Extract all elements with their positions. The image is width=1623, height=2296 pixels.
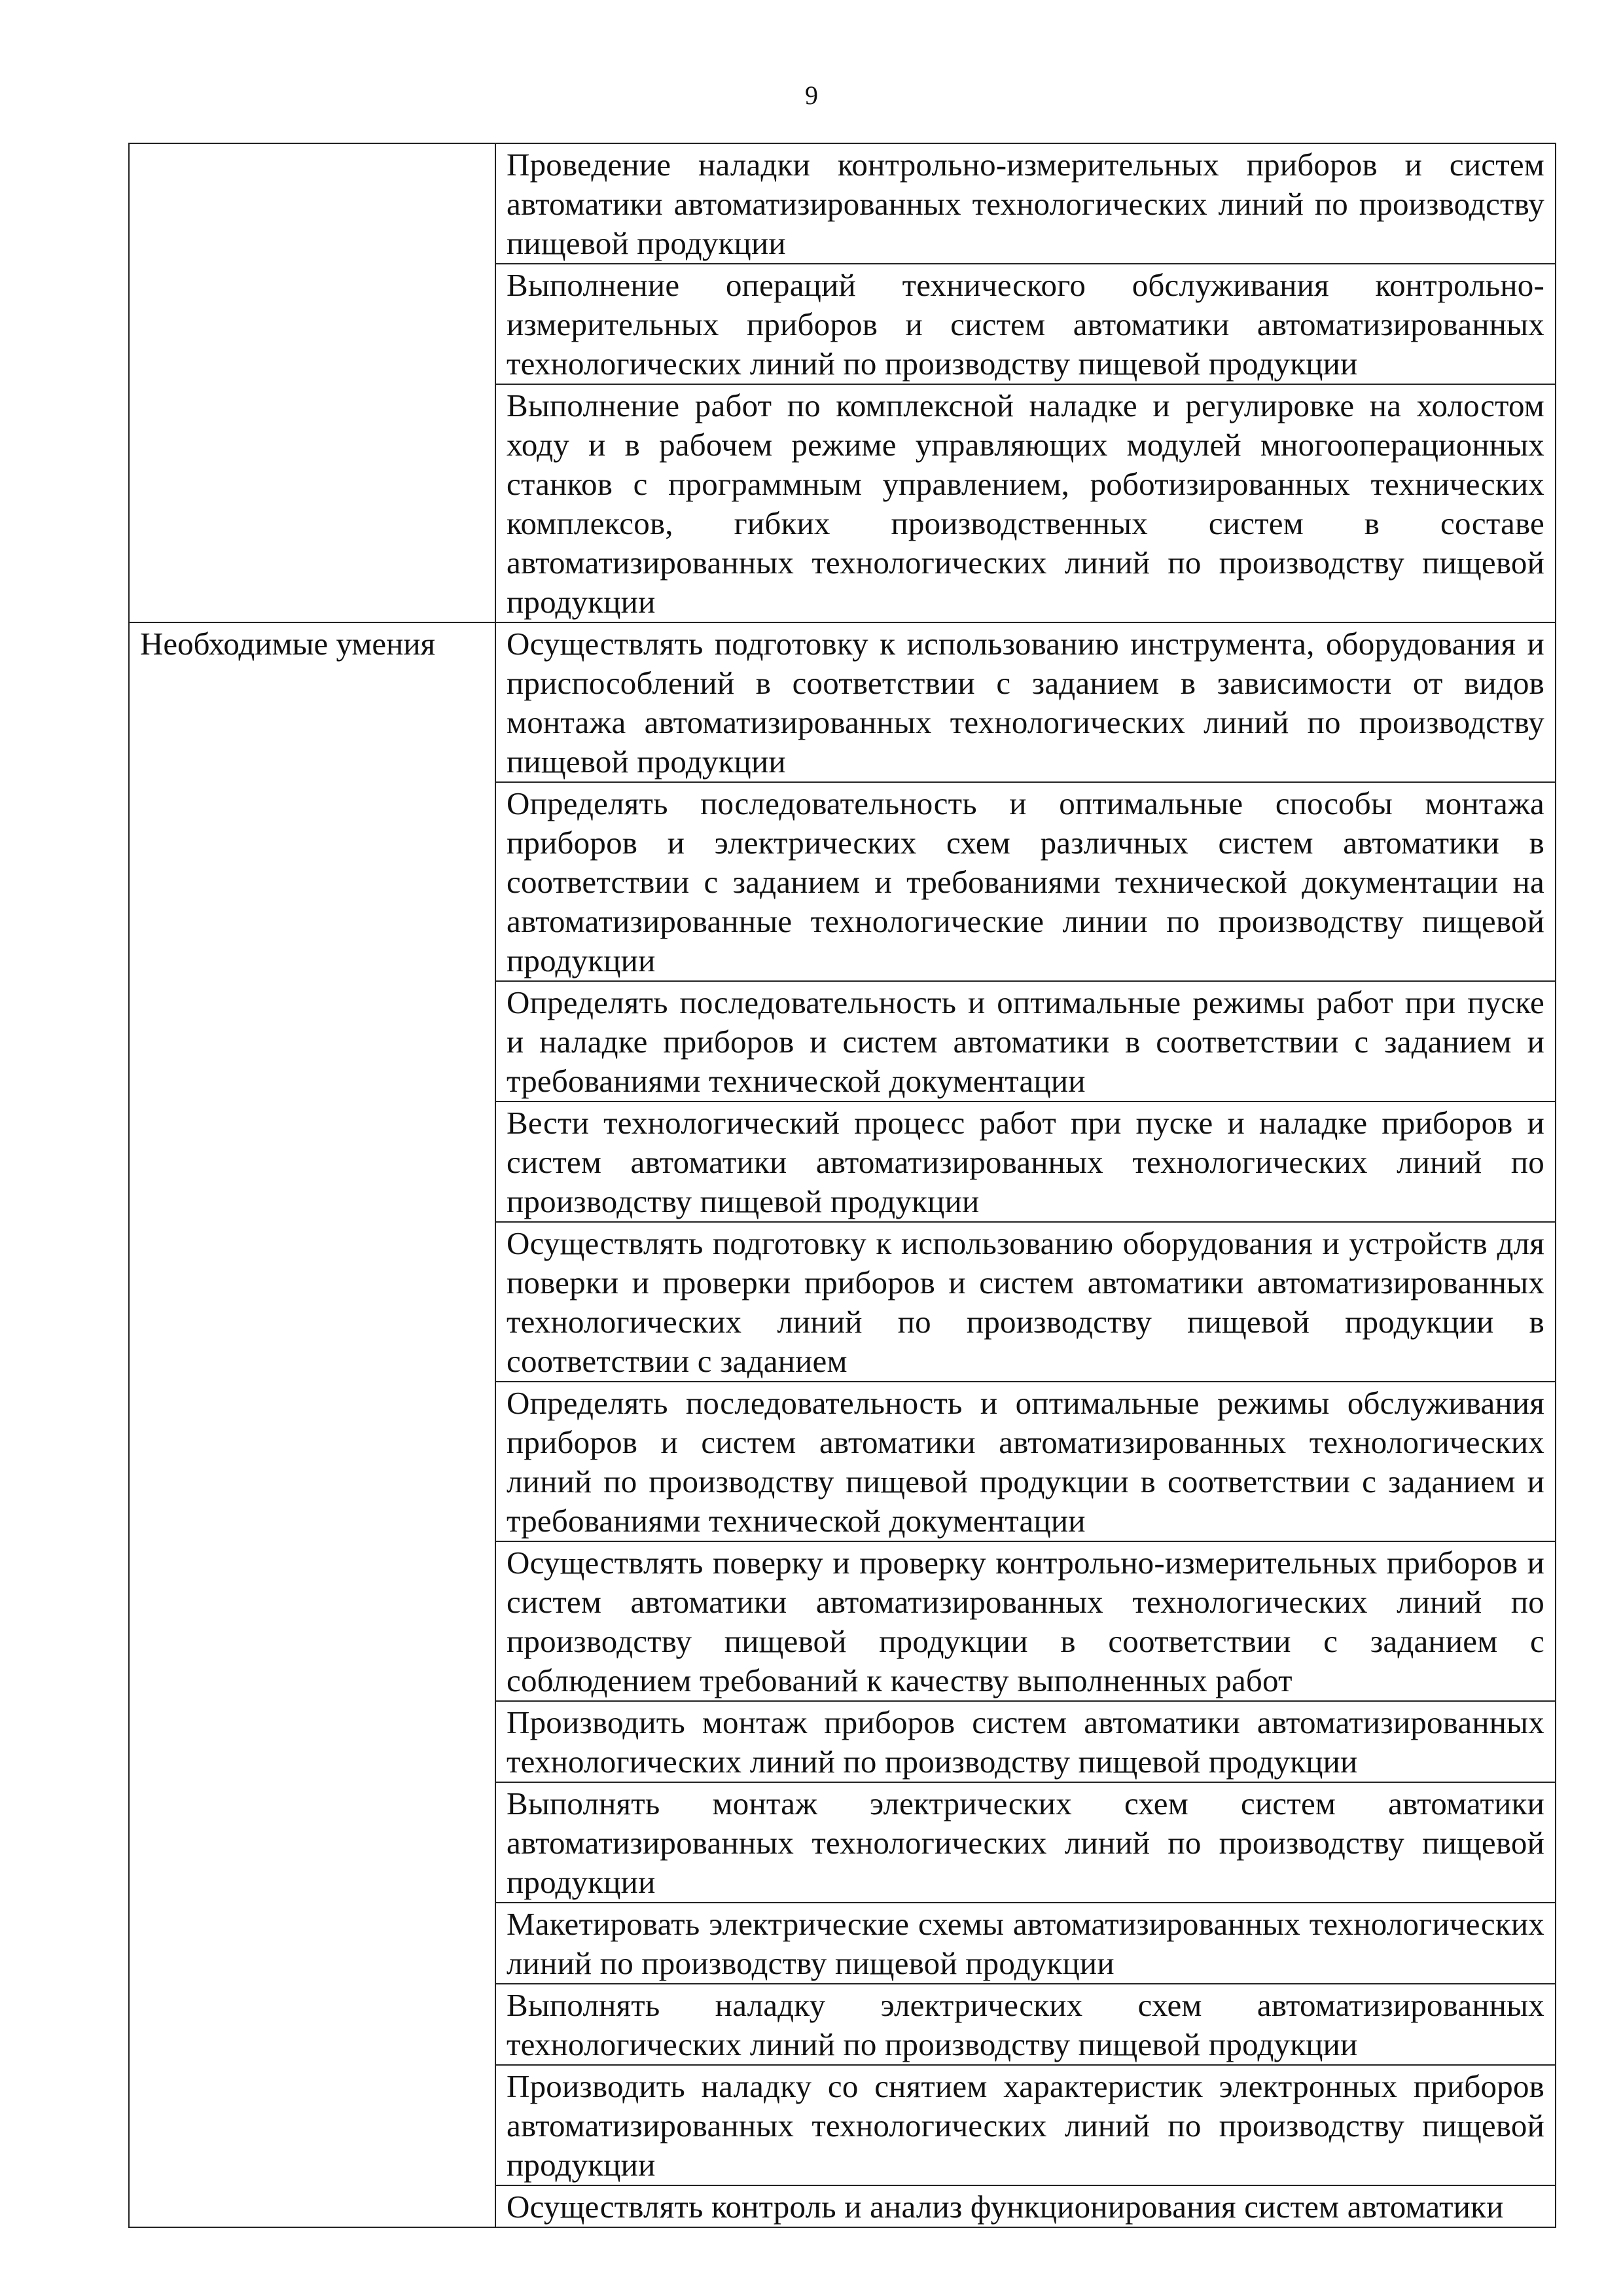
skill-cell: Определять последовательность и оптимальные режимы обслуживания приборов и систем автоматики автоматизированных технологических линий по производству пищевой продукции в соответствии с заданием и требованиями технической документации <box>495 1382 1556 1541</box>
skills-label-cell: Необходимые умения <box>129 622 495 2227</box>
skill-cell: Выполнять наладку электрических схем автоматизированных технологических линий по производству пищевой продукции <box>495 1984 1556 2065</box>
skill-cell: Осуществлять подготовку к использованию инструмента, оборудования и приспособлений в соответствии с заданием в зависимости от видов монтажа автоматизированных технологических линий по производству пищевой продукции <box>495 622 1556 782</box>
table-row <box>129 143 1556 264</box>
skill-cell: Осуществлять контроль и анализ функционирования систем автоматики <box>495 2185 1556 2227</box>
label-cell-empty <box>129 143 495 622</box>
skill-cell: Осуществлять поверку и проверку контрольно-измерительных приборов и систем автоматики автоматизированных технологических линий по производству пищевой продукции в соответствии с заданием с соблюдением требований к качеству выполненных работ <box>495 1541 1556 1701</box>
competency-table <box>128 143 1556 2228</box>
skill-cell: Производить наладку со снятием характеристик электронных приборов автоматизированных технологических линий по производству пищевой продукции <box>495 2065 1556 2185</box>
skill-cell: Выполнять монтаж электрических схем систем автоматики автоматизированных технологических линий по производству пищевой продукции <box>495 1782 1556 1903</box>
skill-cell: Макетировать электрические схемы автоматизированных технологических линий по производству пищевой продукции <box>495 1903 1556 1984</box>
skill-cell: Определять последовательность и оптимальные режимы работ при пуске и наладке приборов и систем автоматики в соответствии с заданием и требованиями технической документации <box>495 981 1556 1102</box>
page-number: 9 <box>805 81 818 110</box>
labor-action-cell: Выполнение операций технического обслуживания контрольно-измерительных приборов и систем автоматики автоматизированных технологических линий по производству пищевой продукции <box>495 264 1556 384</box>
skill-cell: Вести технологический процесс работ при пуске и наладке приборов и систем автоматики автоматизированных технологических линий по производству пищевой продукции <box>495 1102 1556 1222</box>
table-row <box>129 622 1556 782</box>
skill-cell: Определять последовательность и оптимальные способы монтажа приборов и электрических схем различных систем автоматики в соответствии с заданием и требованиями технической документации на автоматизированные технологические линии по производству пищевой продукции <box>495 782 1556 981</box>
skill-cell: Производить монтаж приборов систем автоматики автоматизированных технологических линий по производству пищевой продукции <box>495 1701 1556 1782</box>
labor-action-cell: Проведение наладки контрольно-измерительных приборов и систем автоматики автоматизированных технологических линий по производству пищевой продукции <box>495 143 1556 264</box>
labor-action-cell: Выполнение работ по комплексной наладке и регулировке на холостом ходу и в рабочем режиме управляющих модулей многооперационных станков с программным управлением, роботизированных технических комплексов, гибких производственных систем в составе автоматизированных технологических линий по производству пищевой продукции <box>495 384 1556 622</box>
skill-cell: Осуществлять подготовку к использованию оборудования и устройств для поверки и проверки приборов и систем автоматики автоматизированных технологических линий по производству пищевой продукции в соответствии с заданием <box>495 1222 1556 1382</box>
